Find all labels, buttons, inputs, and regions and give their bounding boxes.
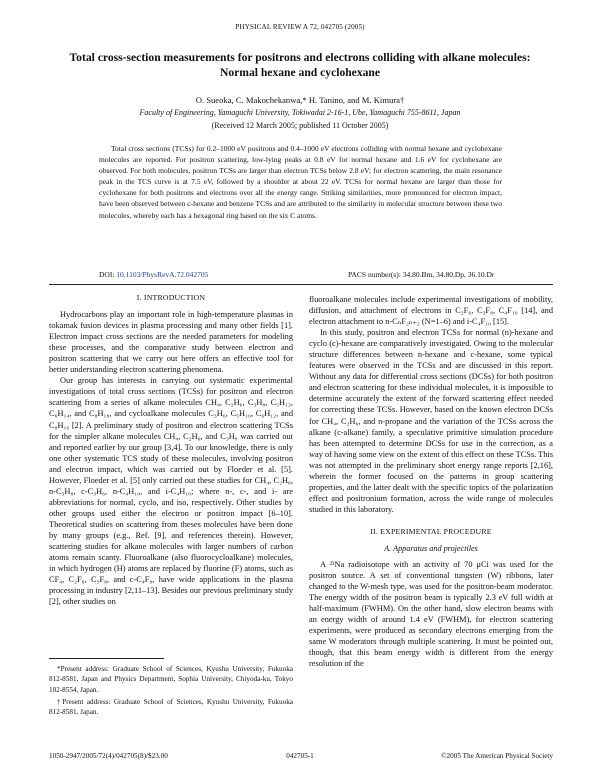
paper-title xyxy=(40,50,560,80)
received-dates: (Received 12 March 2005; published 11 October 2005) xyxy=(211,121,389,130)
pacs-numbers: PACS number(s): 34.80.Bm, 34.80.Dp, 36.10.Dr xyxy=(348,270,495,279)
apparatus-paragraph-1: A ²²Na radioisotope with an activity of 70 μCi was used for the positron source. A set of conventional tungsten (W) ribbons, later changed to the W-mesh type, was used for the positron-beam moderator. The energy width of the positron beam is typically 2.3 eV full width at half-maximum (FWHM). On the other hand, slow electron beams with an energy width of around 1.4 eV (FWHM), for electron scattering experiments, were produced as secondary electrons emerging from the same W moderators through multiple scattering. It must be pointed out, though, that this beam energy width is different from the energy resolution of the xyxy=(309,560,553,669)
footer-copyright: ©2005 The American Physical Society xyxy=(441,752,553,760)
subsection-heading-apparatus: A. Apparatus and projectiles xyxy=(384,543,478,553)
footer-issn: 1050-2947/2005/72(4)/042705(8)/$23.00 xyxy=(49,752,168,760)
left-column xyxy=(49,290,293,607)
title-line-1: Total cross-section measurements for positrons and electrons colliding with alkane molecules: xyxy=(69,51,531,64)
footnote-1: *Present address: Graduate School of Sciences, Kyushu University, Fukuoka 812-8581, Japan and Physics Department, Sophia University, Chiyoda-ku, Tokyo 102-8554, Japan. xyxy=(49,665,293,694)
footnote-2: †Present address: Graduate School of Sciences, Kyushu University, Fukuoka 812-8581, Japan. xyxy=(49,697,293,717)
abstract: Total cross sections (TCSs) for 0.2–1000 eV positrons and 0.4–1000 eV electrons colliding with normal hexane and cyclohexane molecules are reported. For positron scattering, low-lying peaks at 0.8 eV for normal hexane and 1.6 eV for cyclohexane are observed. For both molecules, positron TCSs are larger than electron TCSs below 2.8 eV; for electron scattering, the main resonance peak in the TCS curve is at 7.5 eV, followed by a shoulder at about 22 eV. TCSs for normal hexane are larger than those for cyclohexane for both positrons and electrons over all the energy range. Striking similarities, more pronounced for electron impact, have been observed between c-hexane and benzene TCSs and are attributed to the similarity in molecular structure between these two molecules, whereby each has a hexagonal ring based on the six C atoms. xyxy=(99,144,502,220)
footer-page-number: 042705-1 xyxy=(286,752,314,760)
doi-label: DOI: xyxy=(99,270,115,279)
intro-paragraph-4: In this study, positron and electron TCSs for normal (n)-hexane and cyclo (c)-hexane are comparatively investigated. Owing to the molecular structure differences between n-hexane and c-hexane, some typical features were observed in the TCSs and are discussed in this report. Without any data for differential cross sections (DCSs) for both positron and electron scattering for these individual molecules, it is impossible to determine accurately the extent of the forward scattering effect needed for correcting these TCSs. However, based on the known electron DCSs for CH₄, C₂H₆, and n-propane and the variation of the TCSs across the alkane (c-alkane) family, a speculative primitive simulation procedure has been attempted to determine DCSs for use in the correction, as a way of having some view on the extent of this effect on these TCSs. This was not attempted in the preliminary short energy range reports [2,16], wherein the former focused on the patterns in group scattering properties, and the latter dealt with the specific topics of the polarization effect and positronium formation, across the wide range of molecules studied in this laboratory. xyxy=(309,328,554,514)
doi-link[interactable]: 10.1103/PhysRevA.72.042705 xyxy=(116,270,209,279)
intro-paragraph-2: Our group has interests in carrying out systematic experimental investigations of total cross sections (TCSs) for positron and electron scattering from a series of alkane molecules CH₄, C₂H₆, C₃H₈, C₅H₁₂, C₆H₁₄, and C₈H₁₈, and cycloalkane molecules C₃H₆, C₅H₁₀, C₆H₁₂, and C₈H₁₆ [2]. A preliminary study of positron and electron scattering TCSs for the simpler alkane molecules CH₄, C₂H₆, and C₃H₈ was carried out and reported earlier by our group [3,4]. To our knowledge, there is only one other systematic TCS study of these molecules, involving positron and electron impact, which was carried out by Floeder et al. [5]. However, Floeder et al. [5] only carried out these studies for CH₄, C₂H₆, n-C₃H₈, c-C₃H₆, n-C₄H₁₀, and i-C₄H₁₀; where n-, c-, and i- are abbreviations for normal, cyclo, and iso, respectively. Other studies by other groups used either the electron or positron impact [6–10]. Theoretical studies on scattering from theses molecules have been done by many groups (e.g., Ref. [9], and references therein). However, scattering studies for alkane molecules with larger numbers of carbon atoms remain scanty. Fluoroalkane (also fluorocycloalkane) molecules, in which hydrogen (H) atoms are replaced by fluorine (F) atoms, such as CF₄, C₂F₆, C₃F₈, and c-C₄F₈, have wide applications in the plasma processing in industry [2,11–13]. Besides our previous preliminary study [2], other studies on xyxy=(49,376,293,607)
header-divider xyxy=(49,284,553,285)
affiliation: Faculty of Engineering, Yamaguchi University, Tokiwadai 2-16-1, Ube, Yamaguchi 755-8611, Japan xyxy=(139,108,461,117)
author-list: O. Sueoka, C. Makochekanwa,* H. Tanino, and M. Kimura† xyxy=(195,95,405,105)
intro-paragraph-1: Hydrocarbons play an important role in high-temperature plasmas in tokamak fusion devices in plasma processing and many other fields [1]. Electron impact cross sections are the needed parameters for modeling these processes, and the comparative study between electron and positron scattering that we carry out here offers an effective tool for better understanding electron scattering phenomena. xyxy=(49,310,293,375)
right-column xyxy=(309,294,553,670)
intro-paragraph-3: fluoroalkane molecules include experimental investigations of mobility, diffusion, and attachment of electrons in C₂F₆, C₃F₈, C₄F₁₀ [14], and electron attachment to n-CₙF₂ₙ₊₂ (N=1–6) and i-C₄F₁₀ [15]. xyxy=(309,295,553,327)
section-heading-introduction: I. INTRODUCTION xyxy=(136,293,206,302)
section-heading-experimental: II. EXPERIMENTAL PROCEDURE xyxy=(370,526,492,536)
title-line-2: Normal hexane and cyclohexane xyxy=(219,66,381,79)
footnotes xyxy=(49,664,293,719)
doi-line xyxy=(99,270,208,279)
footnote-divider xyxy=(49,658,164,659)
journal-header: PHYSICAL REVIEW A 72, 042705 (2005) xyxy=(235,23,365,31)
